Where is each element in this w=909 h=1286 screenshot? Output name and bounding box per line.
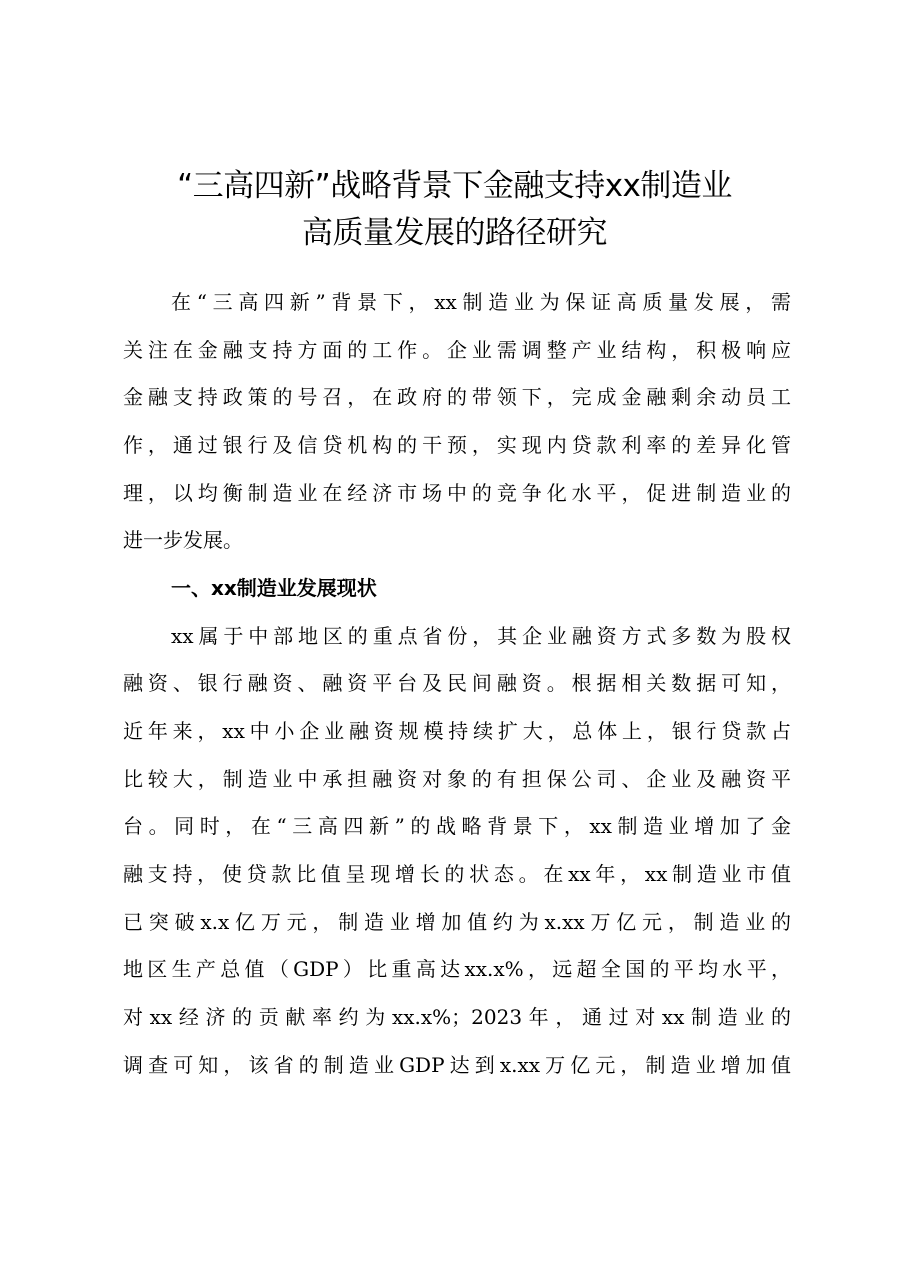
document-title-line-2: 高质量发展的路径研究 (302, 215, 607, 251)
document-title-line-1: “三高四新”战略背景下金融支持xx制造业 (177, 168, 732, 204)
paragraph-2-line: 已突破x.x亿万元，制造业增加值约为x.xx万亿元，制造业的 (123, 910, 791, 934)
paragraph-1-line: 金融支持政策的号召，在政府的带领下，完成金融剩余动员工 (123, 385, 791, 409)
paragraph-2-line: 比较大，制造业中承担融资对象的有担保公司、企业及融资平 (123, 767, 791, 791)
paragraph-2-line: 调查可知，该省的制造业GDP达到x.xx万亿元，制造业增加值 (123, 1053, 791, 1077)
paragraph-1-line: 作，通过银行及信贷机构的干预，实现内贷款利率的差异化管 (123, 433, 791, 457)
paragraph-2-line: xx属于中部地区的重点省份，其企业融资方式多数为股权 (171, 624, 791, 648)
section-heading: 一、xx制造业发展现状 (171, 576, 377, 600)
paragraph-1-line: 关注在金融支持方面的工作。企业需调整产业结构，积极响应 (123, 338, 791, 362)
paragraph-2-line: 台。同时，在“三高四新”的战略背景下，xx制造业增加了金 (123, 814, 791, 838)
paragraph-1-line: 理，以均衡制造业在经济市场中的竞争化水平，促进制造业的 (123, 481, 791, 505)
paragraph-2-line: 对xx经济的贡献率约为xx.x%；2023年，通过对xx制造业的 (123, 1005, 791, 1029)
paragraph-2-line: 近年来，xx中小企业融资规模持续扩大，总体上，银行贷款占 (123, 719, 791, 743)
paragraph-1-line: 进一步发展。 (123, 528, 243, 552)
paragraph-2-line: 地区生产总值（GDP）比重高达xx.x%，远超全国的平均水平， (123, 957, 791, 981)
paragraph-1-line: 在“三高四新”背景下，xx制造业为保证高质量发展，需 (171, 290, 791, 314)
paragraph-2-line: 融支持，使贷款比值呈现增长的状态。在xx年，xx制造业市值 (123, 862, 791, 886)
paragraph-2-line: 融资、银行融资、融资平台及民间融资。根据相关数据可知， (123, 671, 791, 695)
